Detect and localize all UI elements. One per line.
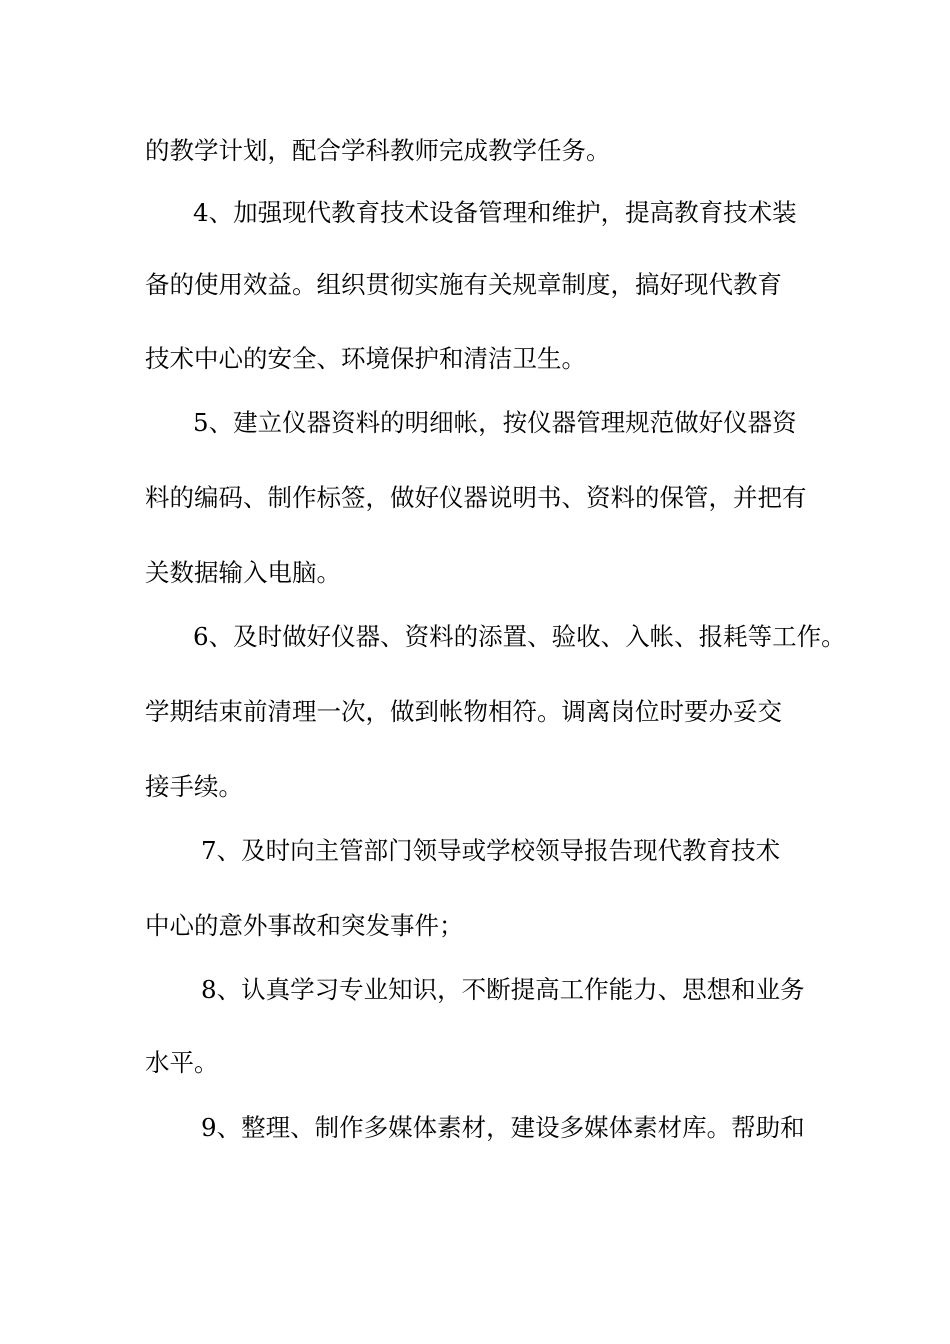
text-line-1: 的教学计划，配合学科教师完成教学任务。	[145, 136, 611, 165]
text-line-10: 接手续。	[145, 772, 243, 801]
paragraph-4-start: 4、加强现代教育技术设备管理和维护，提高教育技术装	[193, 198, 797, 227]
paragraph-7-start: 7、及时向主管部门领导或学校领导报告现代教育技术	[201, 836, 781, 865]
text-line-7: 关数据输入电脑。	[145, 558, 341, 587]
text-line-4: 技术中心的安全、环境保护和清洁卫生。	[145, 344, 586, 373]
text-line-3: 备的使用效益。组织贯彻实施有关规章制度，搞好现代教育	[145, 270, 782, 299]
text-line-6: 料的编码、制作标签，做好仪器说明书、资料的保管，并把有	[145, 483, 807, 512]
text-line-14: 水平。	[145, 1048, 219, 1077]
paragraph-9-start: 9、整理、制作多媒体素材，建设多媒体素材库。帮助和	[201, 1113, 805, 1142]
paragraph-6-start: 6、及时做好仪器、资料的添置、验收、入帐、报耗等工作。	[193, 622, 846, 651]
text-line-9: 学期结束前清理一次，做到帐物相符。调离岗位时要办妥交	[145, 697, 782, 726]
paragraph-8-start: 8、认真学习专业知识，不断提高工作能力、思想和业务	[201, 975, 805, 1004]
paragraph-5-start: 5、建立仪器资料的明细帐，按仪器管理规范做好仪器资	[193, 408, 797, 437]
text-line-12: 中心的意外事故和突发事件；	[145, 911, 464, 940]
